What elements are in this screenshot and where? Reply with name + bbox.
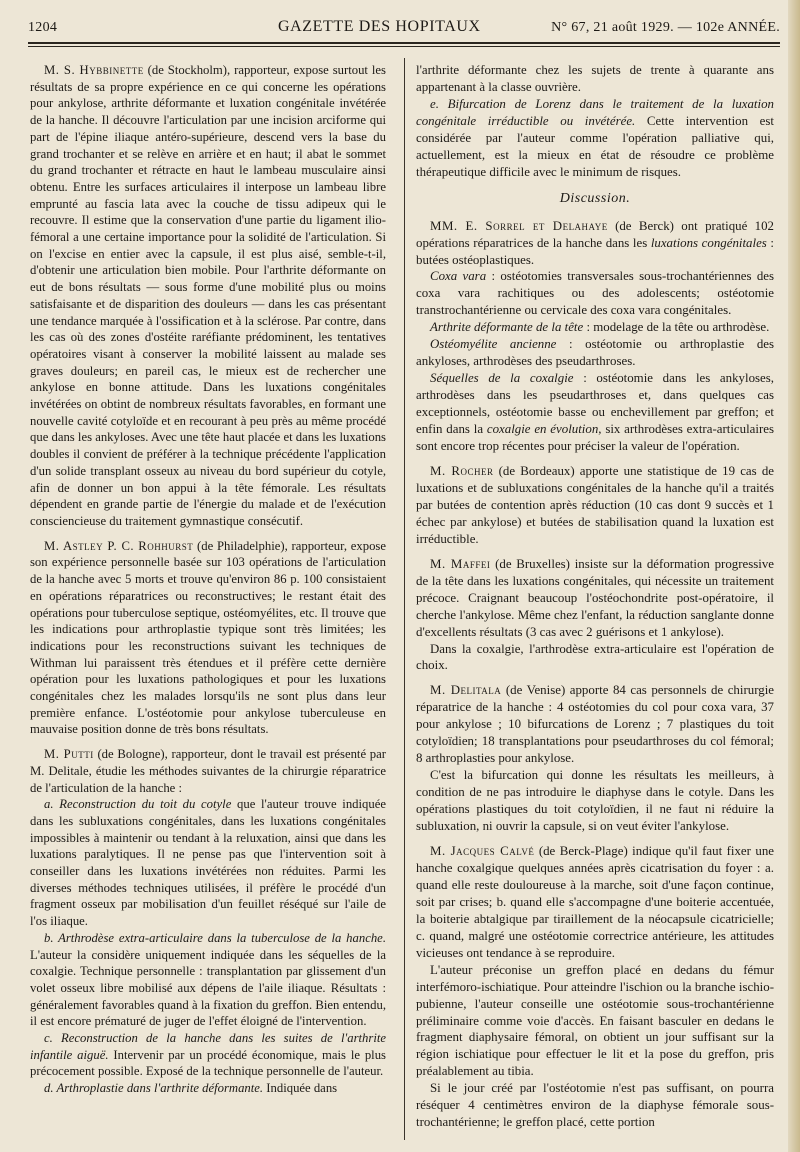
item-text: Cette intervention est considérée par l'auteur comme l'opération palliative qui, actuellement, est la mieux en état de résoudre ce problème thérapeutique difficile avec le minimum de risques.	[416, 113, 774, 179]
paragraph-rohhurst	[30, 538, 386, 738]
item-c	[30, 1030, 386, 1080]
item-a	[30, 796, 386, 930]
author-name: MM. E. Sorrel et Delahaye	[430, 218, 608, 233]
page-binding-edge	[788, 0, 800, 1152]
page-header	[28, 14, 780, 44]
paragraph-putti	[30, 746, 386, 796]
item-osteomyelite	[416, 336, 774, 370]
paragraph-sorrel	[416, 218, 774, 269]
paragraph-text: (de Bologne), rapporteur, dont le travail est présenté par M. Delitale, étudie les méthodes suivantes de la chirurgie réparatrice de l'articulation de la hanche :	[30, 747, 386, 795]
item-b	[30, 930, 386, 1030]
item-label: Séquelles de la coxalgie	[430, 371, 574, 386]
issue-info: N° 67, 21 août 1929. — 102e ANNÉE.	[551, 20, 780, 35]
item-e	[416, 96, 774, 181]
item-d	[30, 1080, 386, 1097]
page-number: 1204	[28, 20, 58, 35]
italic-term: coxalgie en évolution	[486, 422, 599, 437]
item-sequelles	[416, 370, 774, 455]
header-rule-thin	[28, 46, 780, 47]
paragraph-calve-2: L'auteur préconise un greffon placé en dedans du fémur interfémoro-ischiatique. Pour atteindre l'ischion ou la branche ischio-pubienne, l'auteur conseille une ostéotomie sous-trochantérienne préliminaire comme voie d'accès. En faisant basculer en dedans le fragment diaphysaire fémoral, on obtient un jour suffisant sur la région ischiatique pour effectuer le lit et la pose du greffon, pris préalablement au tibia.	[416, 962, 774, 1079]
author-name: M. Putti	[44, 747, 94, 762]
column-divider	[404, 58, 405, 1140]
paragraph-delitala	[416, 682, 774, 767]
item-arthrite	[416, 319, 774, 336]
paragraph-calve	[416, 843, 774, 962]
right-column	[416, 62, 774, 1131]
paragraph-hybbinette	[30, 62, 386, 530]
item-coxa-vara	[416, 268, 774, 319]
paragraph-maffei	[416, 556, 774, 641]
item-text: Intervenir par un procédé économique, mais le plus précocement possible. Exposé de la technique personnelle de l'auteur.	[30, 1047, 386, 1079]
item-d-continued: l'arthrite déformante chez les sujets de trente à quarante ans appartenant à la classe ouvrière.	[416, 63, 774, 94]
paragraph-text: (de Stockholm), rapporteur, expose surtout les résultats de sa propre expérience en ce qui concerne les opérations pour ankylose, arthrite déformante et luxation congénitale invétérée de la hanche. Il découvre l'articulation par une incision arciforme qui part de l'épine iliaque antéro-supérieure, descend vers la base du grand trochanter et se relève en arrière et en haut; il abat le sommet du grand trochanter et rétracte en haut le lambeau musculaire ainsi obtenu. Entre les surfaces articulaires il interpose un lambeau libre emprunté au fascia lata avec la couche de tissu adipeux qui le recouvre. Il estime que la conservation d'une partie du ligament ilio-fémoral a une certaine importance pour la solidité de l'articulation. Si on l'excise en entier avec la capsule, il est plus aisé, semble-t-il, d'obtenir une articulation bien mobile. Pour l'arthrite déformante on eut de bons résultats — sous forme d'une mobilité plus ou moins satisfaisante et de disparition des douleurs — dans les cas présentant une tendance marquée à l'ossification et à la sclérose. Par contre, dans les cas où des zones d'ostéite raréfiante prédominent, les tentatives opératoires visant à conserver la mobilité laissent au malade ses graves douleurs; en pareil cas, le mieux est de rechercher une ankylose en bonne attitude. Dans les luxations congénitales invétérées on obtint de nombreux résultats favorables, en formant une nouvelle cavité cotyloïde et en recourant à peu près au même procédé que dans les ankyloses. Avec une tête haut placée et dans les luxations doubles il convient de préférer à la technique précédente l'application d'un solide transplant osseux au niveau du bord supérieur du cotyle, afin de donner un bon appui à la tête fémorale. Les résultats dépendent en grande partie de l'énergie du malade et de l'exécution consciencieuse du traitement gymnastique consécutif.	[30, 63, 386, 528]
journal-title: GAZETTE DES HOPITAUX	[278, 18, 481, 35]
paragraph-rocher	[416, 463, 774, 548]
item-label: Ostéomyélite ancienne	[430, 337, 557, 352]
item-text: : ostéotomie dans les ankyloses, arthrodèses dans les pseudarthroses et, dans quelques cas exceptionnels, ostéotomie basse ou enchevillement par greffon; et enfin dans la	[416, 371, 774, 437]
item-text: : ostéotomie ou arthroplastie des ankyloses, arthrodèses des pseudarthroses.	[416, 337, 775, 369]
author-name: M. S. Hybbinette	[44, 63, 144, 77]
paragraph-text: (de Berck-Plage) indique qu'il faut fixer une hanche coxalgique quelques années après cicatrisation du foyer : a. quand elle reste douloureuse à la marche, soit d'une façon continue, soit par crises; b. quand elle s'accompagne d'une boiterie accentuée, la boiterie abtalgique par tiraillement de la néocapsule cicatricielle; c. quand, malgré une ostéotomie correctrice antérieure, les attitudes vicieuses ont tendance à se reproduire.	[416, 843, 774, 960]
item-text: , six arthrodèses extra-articulaires sont encore trop récentes pour préciser la valeur de l'opération.	[416, 422, 774, 454]
item-label: b. Arthrodèse extra-articulaire dans la tuberculose de la hanche.	[44, 930, 386, 945]
paragraph-text: (de Bordeaux) apporte une statistique de 19 cas de luxations et de subluxations congénitales de la hanche qu'il a traités par butées de contention après réduction (10 cas dont 9 succès et 1 échec par ankylose) et butées de stabilisation quand la luxation est irréductible.	[416, 463, 774, 546]
author-name: M. Rocher	[430, 463, 494, 478]
paragraph-text: (de Berck) ont pratiqué 102 opérations réparatrices de la hanche dans les	[416, 218, 774, 250]
item-text: Indiquée dans	[263, 1081, 338, 1096]
item-label: e. Bifurcation de Lorenz dans le traitement de la luxation congénitale irréductible ou invétérée.	[416, 96, 774, 128]
paragraph-maffei-2: Dans la coxalgie, l'arthrodèse extra-articulaire est l'opération de choix.	[416, 641, 774, 673]
item-label: d. Arthroplastie dans l'arthrite déformante.	[44, 1081, 264, 1096]
author-name: M. Maffei	[430, 556, 491, 571]
item-text: : ostéotomies transversales sous-trochantériennes des coxa vara rachitiques ou des adolescents; ostéotomie transtrochantérienne ou cervicale des coxa vara congénitales.	[416, 269, 775, 318]
author-name: M. Delitala	[430, 683, 502, 698]
item-label: c. Reconstruction de la hanche dans les suites de l'arthrite infantile aiguë.	[30, 1031, 386, 1062]
paragraph-text: : butées ostéoplastiques.	[416, 235, 774, 267]
paragraph-text: (de Venise) apporte 84 cas personnels de chirurgie réparatrice de la hanche : 4 ostéotomies du col pour coxa vara, 37 pour ankylose ; 10 bifurcations de Lorenz ; 7 plastiques du toit cotyloïdien; 18 transplantations pour pseudarthroses du col fémoral; 8 arthroplasties pour ankylose.	[416, 683, 775, 766]
item-text: L'auteur la considère uniquement indiquée dans les séquelles de la coxalgie. Technique personnelle : transplantation par glissement d'un volet osseux libre mobilisé aux dépens de l'aile iliaque. Résultats : généralement favorables quand à la fixation du greffon. Bien entendu, il est encore prématuré de juger de l'effet éloigné de l'intervention.	[30, 947, 386, 1029]
item-text: que l'auteur trouve indiquée dans les subluxations congénitales, dans les luxations congénitales impossibles à maintenir ou tendant à la reluxation, ainsi que dans les luxations paralytiques. Il ne pense pas que l'intervention soit à conseiller dans les luxations invétérées non réduites. Parmi les diverses méthodes techniques utilisées, il préfère le procédé d'un fragment osseux par mobilisation d'un feuillet réséqué sur l'aile de l'os iliaque.	[30, 797, 386, 929]
author-name: M. Jacques Calvé	[430, 843, 535, 858]
paragraph-calve-3: Si le jour créé par l'ostéotomie n'est pas suffisant, on pourra réséquer 4 centimètres environ de la diaphyse fémorale sous-trochantérienne; le greffon placé, cette portion	[416, 1081, 774, 1130]
item-label: a. Reconstruction du toit du cotyle	[44, 797, 232, 812]
left-column	[30, 62, 386, 1097]
header-rule	[28, 42, 780, 44]
item-label: Coxa vara	[430, 269, 487, 284]
italic-term: luxations congénitales	[650, 235, 767, 250]
paragraph-text: (de Philadelphie), rapporteur, expose son expérience personnelle basée sur 103 opérations de l'articulation de la hanche avec 5 morts et trouve qu'environ 86 p. 100 consistaient en opérations réparatrices ou reconstructives; le restant était des opérations pour tuberculose septique, ostéomyélites, etc. Il trouve que les indications pour arthroplastie typique sont très limitées; les indications pour les reconstructions suivant les techniques de Withman lui paraissent très étendues et il préfère cette dernière opération pour les luxations pathologiques et pour les luxations congénitales chez les malades lorsqu'ils ne sont plus dans leur première enfance. L'ostéotomie pour ankylose tuberculeuse en mauvaise position donne de très bons résultats.	[30, 538, 386, 737]
item-label: Arthrite déformante de la tête	[430, 320, 584, 335]
discussion-heading: Discussion.	[559, 190, 631, 206]
paragraph-text: (de Bruxelles) insiste sur la déformation progressive de la tête dans les luxations congénitales, qui nécessite un traitement précoce. Craignant beaucoup l'ostéochondrite post-opératoire, il cherche l'ankylose. Même chez l'enfant, la réduction sanglante donne d'excellents résultats (3 cas avec 2 guérisons et 1 ankylose).	[416, 556, 775, 639]
item-text: : modelage de la tête ou arthrodèse.	[583, 320, 770, 335]
author-name: M. Astley P. C. Rohhurst	[44, 538, 194, 553]
paragraph-delitala-2: C'est la bifurcation qui donne les résultats les meilleurs, à condition de ne pas introduire le diaphyse dans le cotyle. Dans les opérations plastiques du toit cotyloïdien, il ne faut ni réduire la subluxation, ni ouvrir la capsule, si on veut éviter l'ankylose.	[416, 768, 774, 834]
